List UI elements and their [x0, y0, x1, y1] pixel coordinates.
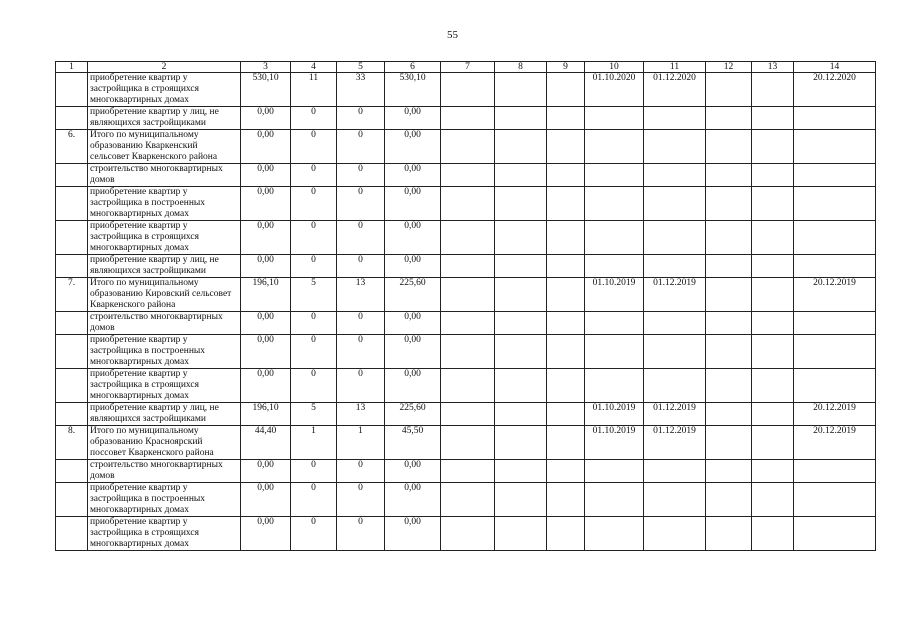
row-number — [56, 73, 88, 107]
cell-col-10 — [585, 517, 644, 551]
cell-col-7 — [441, 335, 495, 369]
row-number — [56, 517, 88, 551]
cell-col-6: 0,00 — [385, 369, 441, 403]
cell-col-13 — [752, 187, 794, 221]
cell-col-10 — [585, 312, 644, 335]
cell-col-3: 196,10 — [241, 278, 291, 312]
cell-col-13 — [752, 460, 794, 483]
table-row — [56, 221, 876, 255]
table-row — [56, 187, 876, 221]
cell-col-6: 0,00 — [385, 312, 441, 335]
cell-col-12 — [706, 460, 752, 483]
cell-col-8 — [495, 164, 547, 187]
table-row — [56, 460, 876, 483]
cell-col-12 — [706, 73, 752, 107]
cell-col-8 — [495, 187, 547, 221]
cell-col-9 — [547, 130, 585, 164]
table-row — [56, 107, 876, 130]
cell-col-12 — [706, 164, 752, 187]
cell-col-13 — [752, 403, 794, 426]
row-description: Итого по муниципальному образованию Кировский сельсовет Кваркенского района — [88, 278, 241, 312]
cell-col-14: 20.12.2019 — [794, 278, 876, 312]
cell-col-11: 01.12.2019 — [644, 403, 706, 426]
cell-col-4: 0 — [291, 483, 337, 517]
cell-col-14: 20.12.2019 — [794, 403, 876, 426]
table-row — [56, 335, 876, 369]
cell-col-5: 0 — [337, 369, 385, 403]
row-description: приобретение квартир у застройщика в строящихся многоквартирных домах — [88, 369, 241, 403]
table-row — [56, 73, 876, 107]
cell-col-6: 0,00 — [385, 335, 441, 369]
cell-col-14 — [794, 107, 876, 130]
cell-col-10 — [585, 130, 644, 164]
row-description: строительство многоквартирных домов — [88, 164, 241, 187]
cell-col-12 — [706, 221, 752, 255]
cell-col-10 — [585, 221, 644, 255]
cell-col-9 — [547, 426, 585, 460]
cell-col-14: 20.12.2019 — [794, 426, 876, 460]
cell-col-4: 11 — [291, 73, 337, 107]
cell-col-6: 0,00 — [385, 460, 441, 483]
cell-col-12 — [706, 130, 752, 164]
cell-col-11 — [644, 312, 706, 335]
column-header-9: 9 — [547, 62, 585, 73]
cell-col-4: 0 — [291, 164, 337, 187]
row-number — [56, 255, 88, 278]
row-description: приобретение квартир у лиц, не являющихся застройщиками — [88, 107, 241, 130]
cell-col-4: 0 — [291, 130, 337, 164]
cell-col-12 — [706, 187, 752, 221]
cell-col-6: 0,00 — [385, 164, 441, 187]
cell-col-10 — [585, 187, 644, 221]
row-description: приобретение квартир у застройщика в построенных многоквартирных домах — [88, 335, 241, 369]
row-number: 6. — [56, 130, 88, 164]
cell-col-4: 5 — [291, 278, 337, 312]
cell-col-11 — [644, 130, 706, 164]
column-header-2: 2 — [88, 62, 241, 73]
cell-col-3: 196,10 — [241, 403, 291, 426]
cell-col-12 — [706, 369, 752, 403]
column-header-5: 5 — [337, 62, 385, 73]
cell-col-5: 0 — [337, 107, 385, 130]
cell-col-4: 0 — [291, 221, 337, 255]
table-row — [56, 426, 876, 460]
cell-col-5: 0 — [337, 460, 385, 483]
column-header-8: 8 — [495, 62, 547, 73]
cell-col-11 — [644, 517, 706, 551]
cell-col-7 — [441, 187, 495, 221]
table-row — [56, 517, 876, 551]
cell-col-6: 0,00 — [385, 130, 441, 164]
cell-col-7 — [441, 221, 495, 255]
cell-col-7 — [441, 130, 495, 164]
cell-col-6: 0,00 — [385, 255, 441, 278]
housing-program-table — [55, 61, 876, 551]
column-header-6: 6 — [385, 62, 441, 73]
cell-col-11 — [644, 369, 706, 403]
cell-col-14 — [794, 369, 876, 403]
cell-col-7 — [441, 255, 495, 278]
cell-col-4: 0 — [291, 187, 337, 221]
cell-col-11 — [644, 164, 706, 187]
cell-col-13 — [752, 255, 794, 278]
cell-col-9 — [547, 369, 585, 403]
cell-col-3: 0,00 — [241, 107, 291, 130]
cell-col-12 — [706, 255, 752, 278]
cell-col-13 — [752, 369, 794, 403]
cell-col-3: 0,00 — [241, 335, 291, 369]
cell-col-4: 0 — [291, 460, 337, 483]
column-header-12: 12 — [706, 62, 752, 73]
cell-col-4: 0 — [291, 517, 337, 551]
cell-col-10: 01.10.2019 — [585, 426, 644, 460]
cell-col-5: 0 — [337, 483, 385, 517]
cell-col-10 — [585, 255, 644, 278]
cell-col-6: 0,00 — [385, 483, 441, 517]
table-row — [56, 130, 876, 164]
cell-col-7 — [441, 73, 495, 107]
cell-col-7 — [441, 312, 495, 335]
cell-col-10: 01.10.2020 — [585, 73, 644, 107]
cell-col-9 — [547, 312, 585, 335]
cell-col-14: 20.12.2020 — [794, 73, 876, 107]
row-number — [56, 221, 88, 255]
cell-col-11: 01.12.2019 — [644, 278, 706, 312]
cell-col-5: 13 — [337, 278, 385, 312]
cell-col-9 — [547, 73, 585, 107]
cell-col-7 — [441, 517, 495, 551]
cell-col-6: 225,60 — [385, 278, 441, 312]
cell-col-8 — [495, 107, 547, 130]
cell-col-11: 01.12.2020 — [644, 73, 706, 107]
cell-col-14 — [794, 187, 876, 221]
table-row — [56, 369, 876, 403]
cell-col-10 — [585, 107, 644, 130]
cell-col-3: 0,00 — [241, 221, 291, 255]
cell-col-13 — [752, 107, 794, 130]
row-number — [56, 460, 88, 483]
cell-col-9 — [547, 517, 585, 551]
cell-col-11 — [644, 483, 706, 517]
cell-col-5: 1 — [337, 426, 385, 460]
cell-col-10 — [585, 460, 644, 483]
cell-col-13 — [752, 426, 794, 460]
cell-col-5: 13 — [337, 403, 385, 426]
cell-col-3: 0,00 — [241, 460, 291, 483]
cell-col-5: 0 — [337, 335, 385, 369]
cell-col-11 — [644, 187, 706, 221]
cell-col-3: 0,00 — [241, 312, 291, 335]
cell-col-8 — [495, 335, 547, 369]
cell-col-14 — [794, 221, 876, 255]
row-number — [56, 403, 88, 426]
cell-col-6: 0,00 — [385, 517, 441, 551]
column-header-7: 7 — [441, 62, 495, 73]
cell-col-14 — [794, 517, 876, 551]
cell-col-5: 0 — [337, 312, 385, 335]
cell-col-3: 0,00 — [241, 517, 291, 551]
row-number — [56, 483, 88, 517]
cell-col-10 — [585, 335, 644, 369]
row-description: приобретение квартир у застройщика в строящихся многоквартирных домах — [88, 517, 241, 551]
column-header-11: 11 — [644, 62, 706, 73]
cell-col-10 — [585, 369, 644, 403]
cell-col-8 — [495, 517, 547, 551]
cell-col-5: 0 — [337, 187, 385, 221]
cell-col-11 — [644, 255, 706, 278]
row-number — [56, 107, 88, 130]
column-header-14: 14 — [794, 62, 876, 73]
cell-col-8 — [495, 426, 547, 460]
cell-col-6: 0,00 — [385, 107, 441, 130]
cell-col-13 — [752, 221, 794, 255]
cell-col-14 — [794, 335, 876, 369]
cell-col-8 — [495, 312, 547, 335]
column-number-row — [56, 62, 876, 73]
cell-col-10 — [585, 483, 644, 517]
row-number: 8. — [56, 426, 88, 460]
cell-col-8 — [495, 460, 547, 483]
column-header-13: 13 — [752, 62, 794, 73]
row-description: строительство многоквартирных домов — [88, 460, 241, 483]
cell-col-9 — [547, 255, 585, 278]
cell-col-6: 530,10 — [385, 73, 441, 107]
cell-col-11 — [644, 335, 706, 369]
cell-col-14 — [794, 164, 876, 187]
cell-col-14 — [794, 312, 876, 335]
row-description: приобретение квартир у лиц, не являющихся застройщиками — [88, 255, 241, 278]
row-description: приобретение квартир у застройщика в построенных многоквартирных домах — [88, 483, 241, 517]
cell-col-8 — [495, 483, 547, 517]
cell-col-4: 5 — [291, 403, 337, 426]
cell-col-5: 0 — [337, 221, 385, 255]
cell-col-11 — [644, 460, 706, 483]
cell-col-13 — [752, 517, 794, 551]
row-description: строительство многоквартирных домов — [88, 312, 241, 335]
cell-col-10: 01.10.2019 — [585, 403, 644, 426]
cell-col-8 — [495, 73, 547, 107]
cell-col-8 — [495, 403, 547, 426]
cell-col-4: 0 — [291, 255, 337, 278]
cell-col-4: 1 — [291, 426, 337, 460]
cell-col-12 — [706, 517, 752, 551]
row-number: 7. — [56, 278, 88, 312]
cell-col-5: 0 — [337, 255, 385, 278]
table-row — [56, 278, 876, 312]
cell-col-14 — [794, 483, 876, 517]
cell-col-6: 45,50 — [385, 426, 441, 460]
cell-col-4: 0 — [291, 107, 337, 130]
cell-col-3: 0,00 — [241, 369, 291, 403]
cell-col-13 — [752, 73, 794, 107]
cell-col-4: 0 — [291, 369, 337, 403]
cell-col-14 — [794, 255, 876, 278]
row-description: приобретение квартир у лиц, не являющихся застройщиками — [88, 403, 241, 426]
cell-col-9 — [547, 164, 585, 187]
cell-col-7 — [441, 426, 495, 460]
column-header-10: 10 — [585, 62, 644, 73]
cell-col-10 — [585, 164, 644, 187]
cell-col-14 — [794, 130, 876, 164]
cell-col-9 — [547, 278, 585, 312]
cell-col-12 — [706, 426, 752, 460]
cell-col-13 — [752, 335, 794, 369]
cell-col-5: 33 — [337, 73, 385, 107]
cell-col-8 — [495, 221, 547, 255]
cell-col-9 — [547, 221, 585, 255]
cell-col-14 — [794, 460, 876, 483]
cell-col-8 — [495, 278, 547, 312]
cell-col-13 — [752, 130, 794, 164]
cell-col-8 — [495, 369, 547, 403]
table-row — [56, 255, 876, 278]
cell-col-6: 0,00 — [385, 187, 441, 221]
table-body — [56, 73, 876, 551]
table-row — [56, 164, 876, 187]
cell-col-13 — [752, 278, 794, 312]
cell-col-4: 0 — [291, 312, 337, 335]
cell-col-7 — [441, 483, 495, 517]
cell-col-3: 0,00 — [241, 130, 291, 164]
cell-col-3: 0,00 — [241, 187, 291, 221]
row-description: Итого по муниципальному образованию Кваркенский сельсовет Кваркенского района — [88, 130, 241, 164]
row-number — [56, 187, 88, 221]
cell-col-7 — [441, 278, 495, 312]
row-description: приобретение квартир у застройщика в построенных многоквартирных домах — [88, 187, 241, 221]
row-number — [56, 164, 88, 187]
cell-col-7 — [441, 460, 495, 483]
cell-col-6: 0,00 — [385, 221, 441, 255]
cell-col-5: 0 — [337, 164, 385, 187]
column-header-1: 1 — [56, 62, 88, 73]
cell-col-9 — [547, 403, 585, 426]
cell-col-9 — [547, 460, 585, 483]
cell-col-12 — [706, 278, 752, 312]
cell-col-7 — [441, 164, 495, 187]
cell-col-8 — [495, 130, 547, 164]
cell-col-11: 01.12.2019 — [644, 426, 706, 460]
table-row — [56, 312, 876, 335]
cell-col-3: 44,40 — [241, 426, 291, 460]
row-description: Итого по муниципальному образованию Красноярский поссовет Кваркенского района — [88, 426, 241, 460]
cell-col-11 — [644, 107, 706, 130]
page-number: 55 — [447, 29, 458, 41]
row-number — [56, 335, 88, 369]
cell-col-13 — [752, 483, 794, 517]
cell-col-3: 530,10 — [241, 73, 291, 107]
cell-col-12 — [706, 335, 752, 369]
row-number — [56, 312, 88, 335]
column-header-3: 3 — [241, 62, 291, 73]
cell-col-12 — [706, 107, 752, 130]
cell-col-11 — [644, 221, 706, 255]
cell-col-9 — [547, 483, 585, 517]
cell-col-10: 01.10.2019 — [585, 278, 644, 312]
cell-col-4: 0 — [291, 335, 337, 369]
row-number — [56, 369, 88, 403]
cell-col-7 — [441, 369, 495, 403]
table-row — [56, 403, 876, 426]
cell-col-5: 0 — [337, 517, 385, 551]
cell-col-12 — [706, 483, 752, 517]
cell-col-13 — [752, 164, 794, 187]
cell-col-13 — [752, 312, 794, 335]
cell-col-3: 0,00 — [241, 483, 291, 517]
cell-col-3: 0,00 — [241, 164, 291, 187]
cell-col-3: 0,00 — [241, 255, 291, 278]
cell-col-5: 0 — [337, 130, 385, 164]
cell-col-7 — [441, 403, 495, 426]
table-row — [56, 483, 876, 517]
column-header-4: 4 — [291, 62, 337, 73]
cell-col-12 — [706, 403, 752, 426]
cell-col-9 — [547, 187, 585, 221]
row-description: приобретение квартир у застройщика в строящихся многоквартирных домах — [88, 73, 241, 107]
cell-col-8 — [495, 255, 547, 278]
cell-col-9 — [547, 335, 585, 369]
cell-col-12 — [706, 312, 752, 335]
row-description: приобретение квартир у застройщика в строящихся многоквартирных домах — [88, 221, 241, 255]
cell-col-6: 225,60 — [385, 403, 441, 426]
cell-col-7 — [441, 107, 495, 130]
cell-col-9 — [547, 107, 585, 130]
